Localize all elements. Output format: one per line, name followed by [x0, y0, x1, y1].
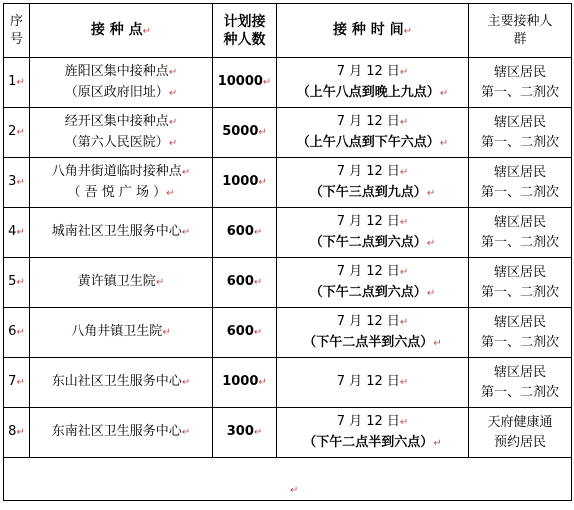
- header-group: 主要接种人群: [469, 4, 572, 58]
- header-site: 接 种 点↵: [30, 4, 213, 58]
- header-planned: 计划接种人数: [213, 4, 277, 58]
- planned-count: 5000↵: [213, 108, 277, 158]
- site-name: 旌阳区集中接种点↵ （原区政府旧址）↵: [30, 58, 213, 108]
- vaccination-time: 7 月 12 日↵ （下午二点半到六点）↵: [277, 408, 469, 458]
- target-group: 辖区居民 第一、二剂次: [469, 58, 572, 108]
- planned-count: 1000↵: [213, 358, 277, 408]
- table-row: [4, 308, 572, 358]
- site-name: 城南社区卫生服务中心↵: [30, 208, 213, 258]
- planned-count: 600↵: [213, 308, 277, 358]
- vaccination-sites-table: [3, 3, 572, 501]
- target-group: 辖区居民 第一、二剂次: [469, 258, 572, 308]
- header-time: 接 种 时 间↵: [277, 4, 469, 58]
- row-index: 6↵: [4, 308, 30, 358]
- planned-count: 300↵: [213, 408, 277, 458]
- site-name: 八角井街道临时接种点↵ （ 吾 悦 广 场 ）↵: [30, 158, 213, 208]
- site-name: 东南社区卫生服务中心↵: [30, 408, 213, 458]
- vaccination-time: 7 月 12 日↵ （下午三点到九点）↵: [277, 158, 469, 208]
- planned-count: 10000↵: [213, 58, 277, 108]
- vaccination-time: 7 月 12 日↵: [277, 358, 469, 408]
- vaccination-time: 7 月 12 日↵ （下午二点到六点）↵: [277, 258, 469, 308]
- vaccination-time: 7 月 12 日↵ （下午二点半到六点）↵: [277, 308, 469, 358]
- vaccination-time: 7 月 12 日↵ （上午八点到下午六点）↵: [277, 108, 469, 158]
- planned-count: 600↵: [213, 208, 277, 258]
- site-name: 八角井镇卫生院↵: [30, 308, 213, 358]
- table-row: [4, 58, 572, 108]
- vaccination-time: 7 月 12 日↵ （上午八点到晚上九点）↵: [277, 58, 469, 108]
- planned-count: 600↵: [213, 258, 277, 308]
- blank-footer-row: [4, 458, 572, 501]
- target-group: 辖区居民 第一、二剂次: [469, 108, 572, 158]
- table-row: [4, 158, 572, 208]
- table-row: [4, 358, 572, 408]
- table-row: [4, 108, 572, 158]
- row-index: 4↵: [4, 208, 30, 258]
- paragraph-mark: ↵: [290, 485, 299, 496]
- header-row: [4, 4, 572, 58]
- row-index: 2↵: [4, 108, 30, 158]
- site-name: 东山社区卫生服务中心↵: [30, 358, 213, 408]
- target-group: 辖区居民 第一、二剂次: [469, 308, 572, 358]
- planned-count: 1000↵: [213, 158, 277, 208]
- vaccination-time: 7 月 12 日↵ （下午二点到六点）↵: [277, 208, 469, 258]
- blank-footer-cell: [4, 458, 572, 501]
- row-index: 3↵: [4, 158, 30, 208]
- target-group: 辖区居民 第一、二剂次: [469, 208, 572, 258]
- target-group: 天府健康通 预约居民: [469, 408, 572, 458]
- row-index: 1↵: [4, 58, 30, 108]
- header-index: 序号: [4, 4, 30, 58]
- row-index: 7↵: [4, 358, 30, 408]
- table-row: [4, 408, 572, 458]
- table-row: [4, 208, 572, 258]
- site-name: 黄许镇卫生院↵: [30, 258, 213, 308]
- target-group: 辖区居民 第一、二剂次: [469, 358, 572, 408]
- target-group: 辖区居民 第一、二剂次: [469, 158, 572, 208]
- row-index: 5↵: [4, 258, 30, 308]
- table-row: [4, 258, 572, 308]
- site-name: 经开区集中接种点↵ （第六人民医院）↵: [30, 108, 213, 158]
- row-index: 8↵: [4, 408, 30, 458]
